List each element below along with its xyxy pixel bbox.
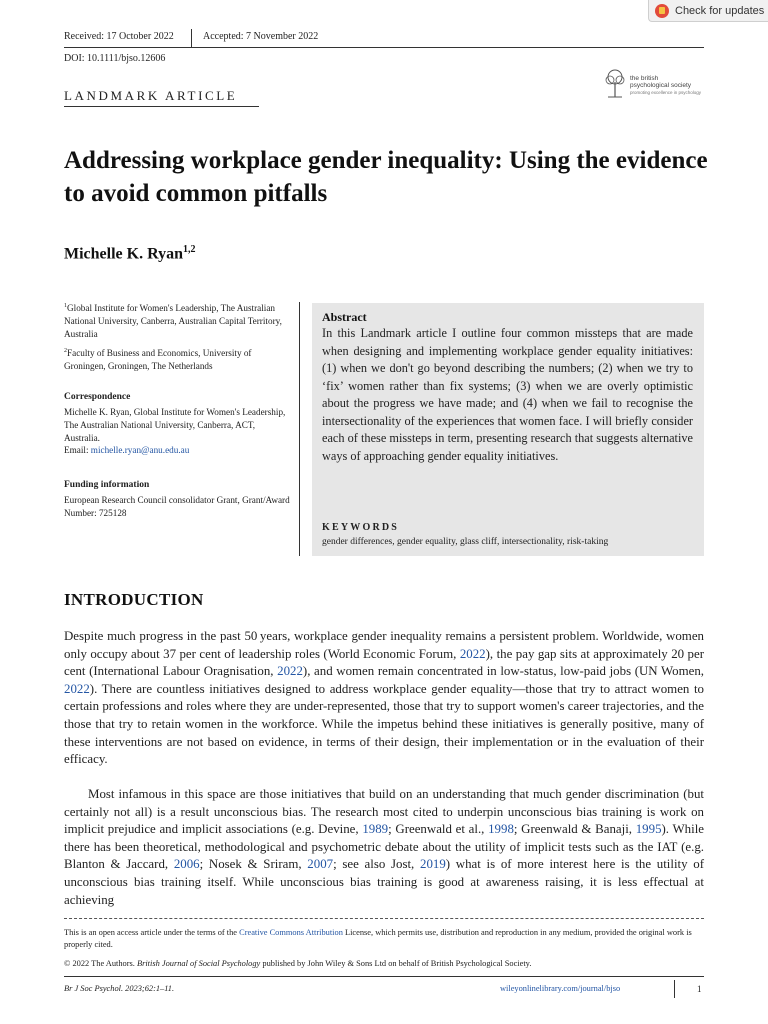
open-access-note — [64, 927, 704, 951]
affiliation-2-mark: 2 — [64, 348, 67, 354]
license-link[interactable]: Creative Commons Attribution — [239, 928, 343, 937]
p1-text: ), the pay gap sits at approximately 20 per cent (International Labour Oragnisation, — [64, 646, 704, 679]
abstract-heading: Abstract — [322, 310, 367, 324]
journal-name: British Journal of Social Psychology — [136, 959, 261, 968]
journal-site-link[interactable]: wileyonlinelibrary.com/journal/bjso — [500, 984, 621, 993]
doi[interactable]: DOI: 10.1111/bjso.12606 — [64, 53, 166, 64]
copyright-note — [64, 958, 704, 970]
journal-citation — [64, 984, 174, 993]
introduction-paragraph-2 — [64, 786, 704, 909]
p1-text: ). There are countless initiatives designed to address workplace gender equality—those that try to attract women to certain professions and roles where they are under-represented, those that try to support women's career trajectories, and the those that try to retain women in the workforce. While the impetus behind these initiatives is generally positive, many of these interventions are not based on evidence, in terms of their design, their implementation or in the evaluation of their efficacy. — [64, 681, 704, 767]
affiliation-1-mark: 1 — [64, 303, 67, 309]
p2-text: ) what is of more interest here is the utility of unconscious bias training itself. While unconscious bias training is good at awareness raising, it is less effectual at achieving — [64, 857, 705, 907]
affiliation-1 — [64, 300, 292, 340]
correspondence-heading: Correspondence — [64, 392, 131, 402]
p2-text: ; Nosek & Sriram, — [199, 857, 308, 872]
header-separator — [191, 29, 192, 47]
affiliation-1-text: Global Institute for Women's Leadership, The Australian National University, Canberra, Australian Capital Territory, Australia — [64, 303, 282, 339]
p2-text: ). While there has been theoretical, methodological and psychometric debate about the utility of implicit tests such as the IAT (e.g. Blanton & Jaccard, — [64, 822, 704, 872]
accepted-date: Accepted: 7 November 2022 — [203, 31, 319, 42]
author-name: Michelle K. Ryan — [64, 245, 183, 263]
page-number: 1 — [697, 984, 702, 994]
affiliation-2-text: Faculty of Business and Economics, University of Groningen, Groningen, The Netherlands — [64, 348, 252, 371]
header-rule — [64, 47, 704, 48]
citation-link[interactable]: 2022 — [459, 646, 486, 661]
citation-link[interactable]: 2019 — [420, 857, 446, 872]
affiliation-2 — [64, 345, 292, 373]
correspondence-address: Michelle K. Ryan, Global Institute for Women's Leadership, The Australian National University, Canberra, ACT, Australia. — [64, 407, 286, 443]
funding-heading: Funding information — [64, 480, 150, 490]
author-affiliation-marks: 1,2 — [182, 244, 196, 255]
citation-link[interactable]: 1995 — [635, 822, 662, 837]
footer-separator — [674, 980, 675, 998]
introduction-heading: INTRODUCTION — [64, 590, 204, 609]
p2-text: ; Greenwald et al., — [388, 822, 489, 837]
oa-text: License, which permits use, distribution and reproduction in any medium, provided the original work is properly cited. — [64, 928, 692, 949]
check-for-updates-button[interactable] — [648, 0, 768, 22]
citation-link[interactable]: 2007 — [307, 857, 334, 872]
check-for-updates-label: Check for updates — [675, 4, 765, 17]
copyright-text: published by John Wiley & Sons Ltd on behalf of British Psychological Society. — [260, 959, 532, 968]
correspondence-text — [64, 406, 292, 457]
logo-line-1: the british — [630, 75, 659, 82]
article-type-rule — [64, 106, 259, 107]
funding-text: European Research Council consolidator Grant, Grant/Award Number: 725128 — [64, 495, 290, 518]
keywords-text: gender differences, gender equality, glass cliff, intersectionality, risk-taking — [322, 537, 609, 547]
received-date: Received: 17 October 2022 — [64, 31, 174, 42]
citation-link[interactable]: 2022 — [277, 664, 303, 679]
p1-text: ), and women remain concentrated in low-status, low-paid jobs (UN Women, — [302, 664, 704, 679]
society-tree-icon — [604, 68, 626, 98]
p2-text: ; see also Jost, — [333, 857, 420, 872]
email-label: Email: — [64, 445, 91, 456]
footnote-rule — [64, 918, 704, 919]
logo-tagline: promoting excellence in psychology — [630, 90, 702, 95]
introduction-paragraph-1 — [64, 628, 704, 769]
email-link[interactable]: michelle.ryan@anu.edu.au — [90, 445, 190, 456]
citation-link[interactable]: 1998 — [488, 822, 514, 837]
logo-line-2: psychological society — [630, 82, 692, 89]
crossmark-icon — [655, 4, 669, 18]
p2-text: ; Greenwald & Banaji, — [513, 822, 636, 837]
p2-text: Most infamous in this space are those initiatives that build on an understanding that much gender discrimination (but certainly not all) is a result unconscious bias. The research most cited to underpin unconscious bias training is work on implicit prejudice and implicit associations (e.g. Devine, — [64, 787, 704, 837]
copyright-text: © 2022 The Authors. — [64, 959, 137, 968]
sidebar-divider — [299, 302, 300, 556]
journal-citation-text: Br J Soc Psychol. 2023;62:1–11. — [64, 984, 175, 993]
abstract-text: In this Landmark article I outline four common missteps that are made when designing and implementing workplace gender equality initiatives: (1) when we don't go beyond describing the numbers; (2) when we try to ‘fix’ women rather than fix systems; (3) when we are overly optimistic about the progress we have made; and (4) when we fail to recognise the intersectionality of the experiences that women face. I will briefly consider each of these missteps in term, presenting research that suggests alternative ways of approaching gender equality initiatives. — [322, 326, 693, 463]
article-title: Addressing workplace gender inequality: Using the evidence to avoid common pitfalls — [64, 147, 708, 207]
oa-text: This is an open access article under the terms of the — [64, 928, 240, 937]
keywords-heading: KEYWORDS — [322, 522, 400, 533]
author — [64, 244, 195, 263]
society-logo — [604, 68, 714, 100]
citation-link[interactable]: 2006 — [173, 857, 200, 872]
article-type: LANDMARK ARTICLE — [64, 88, 238, 103]
citation-link[interactable]: 1989 — [362, 822, 389, 837]
p1-text: Despite much progress in the past 50 years, workplace gender inequality remains a persistent problem. Worldwide, women only occupy about 37 per cent of leadership roles (World Economic Forum, — [64, 629, 704, 661]
citation-link[interactable]: 2022 — [64, 681, 90, 696]
footer-rule — [64, 976, 704, 977]
